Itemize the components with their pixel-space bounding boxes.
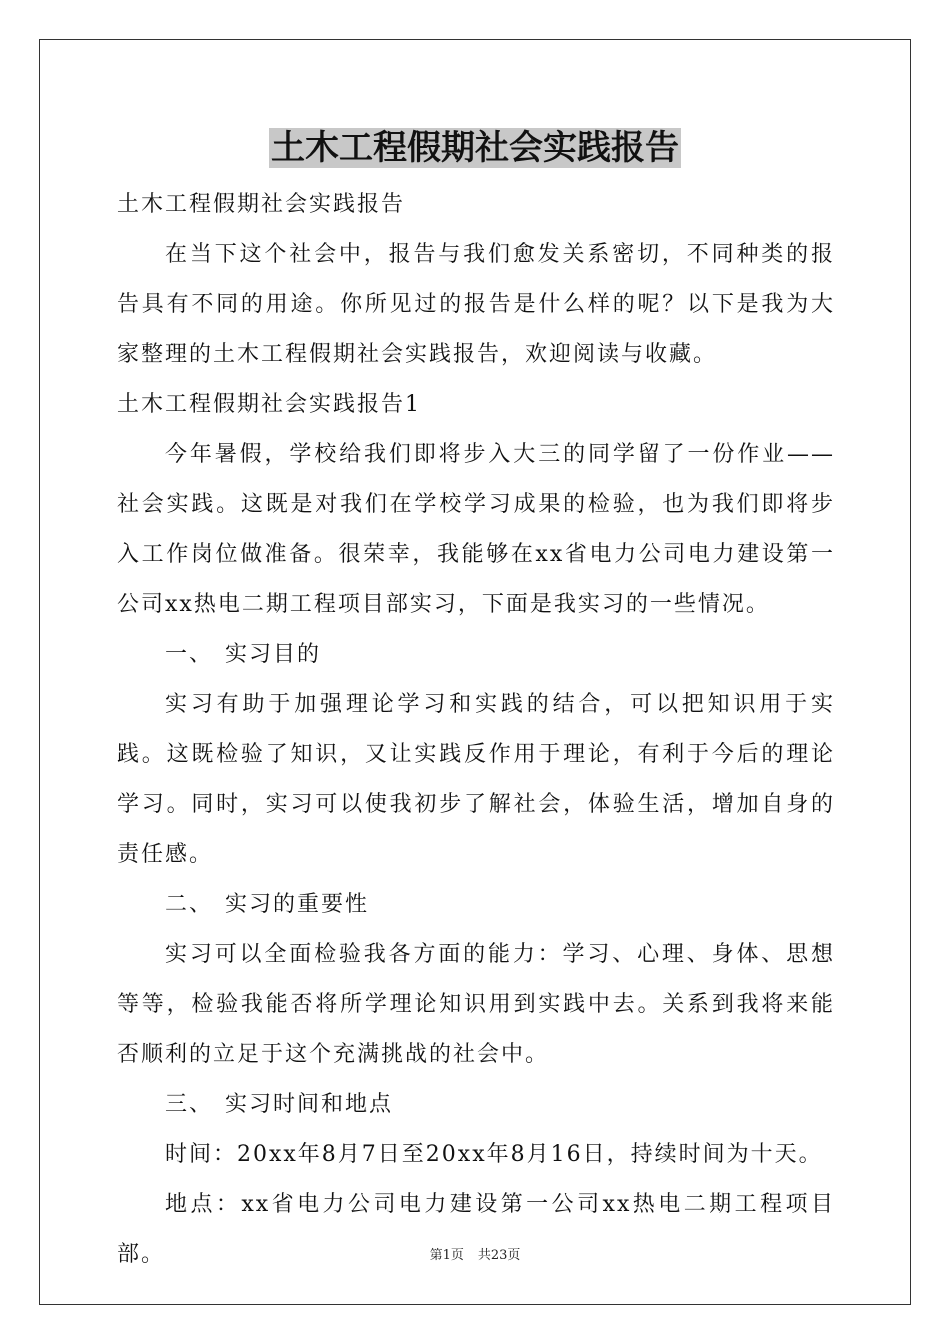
page-number-total: 共23页 <box>477 1248 521 1263</box>
section-title: 土木工程假期社会实践报告1 <box>117 392 421 417</box>
document-title-text: 土木工程假期社会实践报告 <box>271 128 679 168</box>
document-title <box>0 126 950 170</box>
paragraph-2: 实习有助于加强理论学习和实践的结合，可以把知识用于实践。这既检验了知识，又让实践反作用于理论，有利于今后的理论学习。同时，实习可以使我初步了解社会，体验生活，增加自身的责任感。 <box>117 692 835 867</box>
heading-3 <box>117 1080 835 1130</box>
heading-3-text: 实习时间和地点 <box>225 1092 394 1117</box>
heading-3-number: 三、 <box>165 1092 214 1117</box>
time-line: 时间：20xx年8月7日至20xx年8月16日，持续时间为十天。 <box>165 1142 823 1167</box>
heading-1 <box>117 630 835 680</box>
heading-2-number: 二、 <box>165 892 214 917</box>
heading-1-text: 实习目的 <box>225 642 322 667</box>
document-subtitle: 土木工程假期社会实践报告 <box>117 192 406 217</box>
paragraph-3: 实习可以全面检验我各方面的能力：学习、心理、身体、思想等等，检验我能否将所学理论知识用到实践中去。关系到我将来能否顺利的立足于这个充满挑战的社会中。 <box>117 942 835 1067</box>
heading-1-number: 一、 <box>165 642 214 667</box>
heading-2 <box>117 880 835 930</box>
heading-2-text: 实习的重要性 <box>225 892 370 917</box>
page-footer <box>0 1247 950 1265</box>
document-body <box>117 180 835 1280</box>
page-number-current: 第1页 <box>429 1248 464 1263</box>
place-line: 地点：xx省电力公司电力建设第一公司xx热电二期工程项目部。 <box>117 1192 835 1267</box>
intro-paragraph: 在当下这个社会中，报告与我们愈发关系密切，不同种类的报告具有不同的用途。你所见过的报告是什么样的呢？以下是我为大家整理的土木工程假期社会实践报告，欢迎阅读与收藏。 <box>117 242 835 367</box>
paragraph-1: 今年暑假，学校给我们即将步入大三的同学留了一份作业——社会实践。这既是对我们在学校学习成果的检验，也为我们即将步入工作岗位做准备。很荣幸，我能够在xx省电力公司电力建设第一公司xx热电二期工程项目部实习，下面是我实习的一些情况。 <box>117 442 835 617</box>
